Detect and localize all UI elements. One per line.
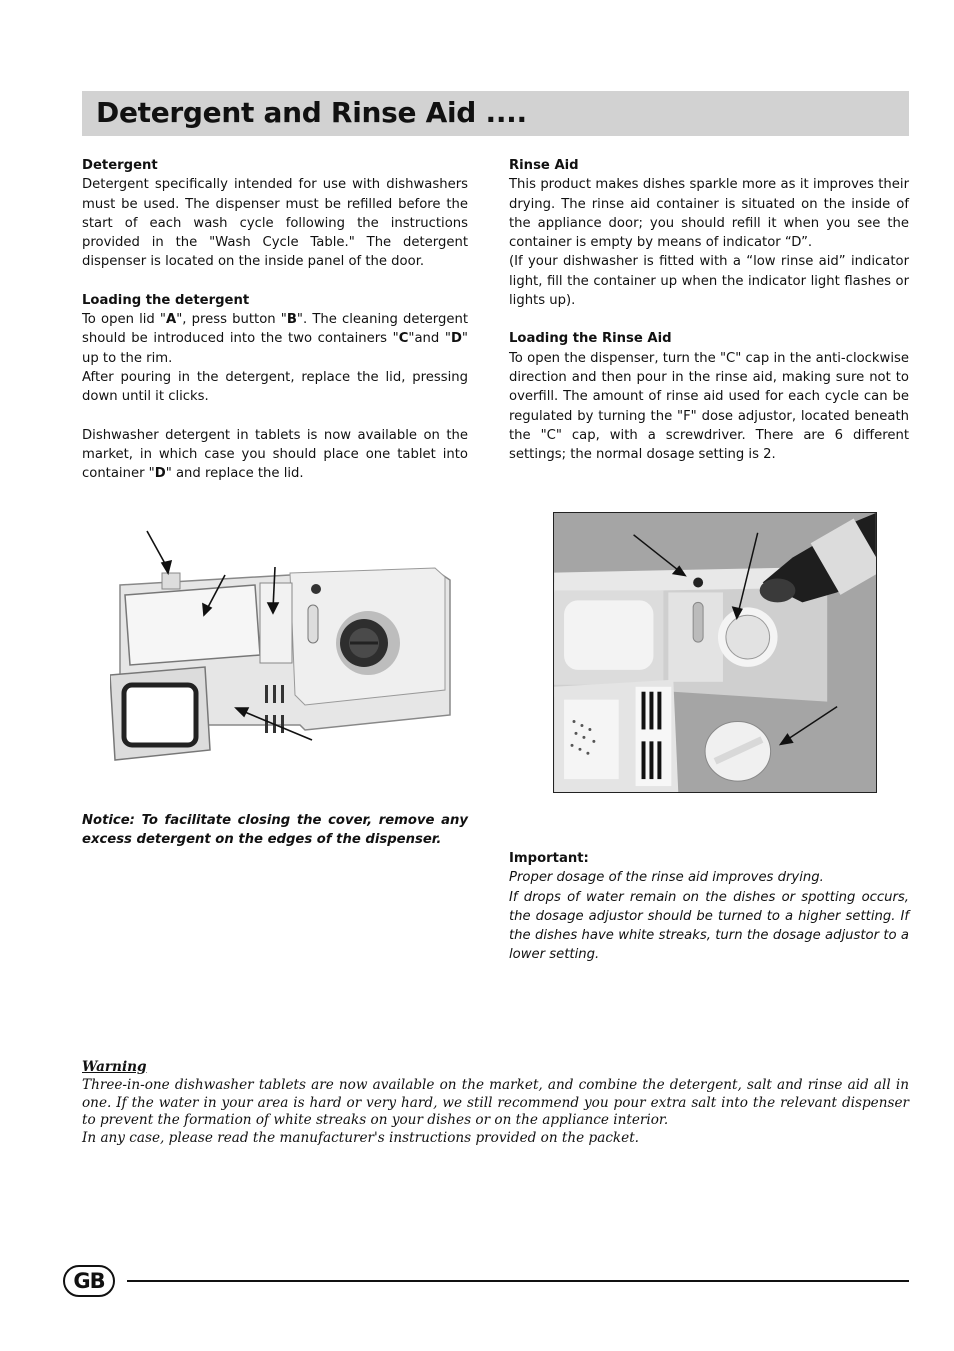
- rinse-aid-p1: This product makes dishes sparkle more as it improves their drying. The rinse aid container is situated on the inside of the appliance door; you should refill it when you see the container is empty by means of indicator “D”.: [509, 177, 909, 251]
- detergent-body: Detergent specifically intended for use with dishwashers must be used. The dispenser must be refilled before the start of each wash cycle following the instructions provided in the "Wash Cycle Table." The detergent dispenser is located on the inside panel of the door.: [82, 177, 468, 270]
- warning-heading: Warning: [82, 1059, 147, 1075]
- title-bar: [82, 91, 909, 136]
- footer-rule: [127, 1280, 909, 1282]
- important-line2: If drops of water remain on the dishes or spotting occurs, the dosage adjustor should be turned to a higher setting. If the dishes have white streaks, turn the dosage adjustor to a lower setting.: [509, 889, 909, 963]
- warning-p1: Three-in-one dishwasher tablets are now available on the market, and combine the detergent, salt and rinse aid all in one. If the water in your area is hard or very hard, we still recommend you pour extra salt into the relevant dispenser to prevent the formation of white streaks on your dishes or on the appliance interior.: [82, 1076, 909, 1129]
- important-line1: Proper dosage of the rinse aid improves drying.: [509, 870, 824, 886]
- detergent-heading: Detergent: [82, 158, 158, 173]
- important-heading: Important:: [509, 851, 589, 866]
- rinse-aid-photo: [553, 512, 877, 793]
- loading-detergent-heading: Loading the detergent: [82, 292, 250, 308]
- warning-p2: In any case, please read the manufacturer's instructions provided on the packet.: [82, 1130, 639, 1147]
- page-title: Detergent and Rinse Aid ....: [96, 96, 527, 129]
- left-column: [82, 156, 468, 483]
- loading-rinse-body: To open the dispenser, turn the "C" cap in the anti-clockwise direction and then pour in the rinse aid, making sure not to overfill. The amount of rinse aid used for each cycle can be regulated by turning the "F" dose adjustor, located beneath the "C" cap, with a screwdriver. There are 6 different settings; the normal dosage setting is 2.: [509, 350, 909, 463]
- language-badge: GB: [63, 1265, 115, 1297]
- loading-detergent-p2: After pouring in the detergent, replace the lid, pressing down until it clicks.: [82, 369, 468, 405]
- detergent-dispenser-illustration: [110, 525, 455, 770]
- loading-rinse-heading: Loading the Rinse Aid: [509, 331, 672, 347]
- rinse-aid-p2: (If your dishwasher is fitted with a “low rinse aid” indicator light, fill the container up when the indicator light flashes or lights up).: [509, 254, 909, 309]
- warning-section: [82, 1059, 909, 1148]
- loading-detergent-p3: Dishwasher detergent in tablets is now available on the market, in which case you should place one tablet into container "D" and replace the lid.: [82, 427, 468, 482]
- important-section: [509, 849, 909, 965]
- rinse-aid-heading: Rinse Aid: [509, 158, 579, 173]
- loading-detergent-p1: To open lid "A", press button "B". The cleaning detergent should be introduced into the two containers "C"and "D" up to the rim.: [82, 312, 468, 366]
- right-column: [509, 156, 909, 464]
- notice-text: Notice: To facilitate closing the cover, remove any excess detergent on the edges of the dispenser.: [82, 813, 468, 848]
